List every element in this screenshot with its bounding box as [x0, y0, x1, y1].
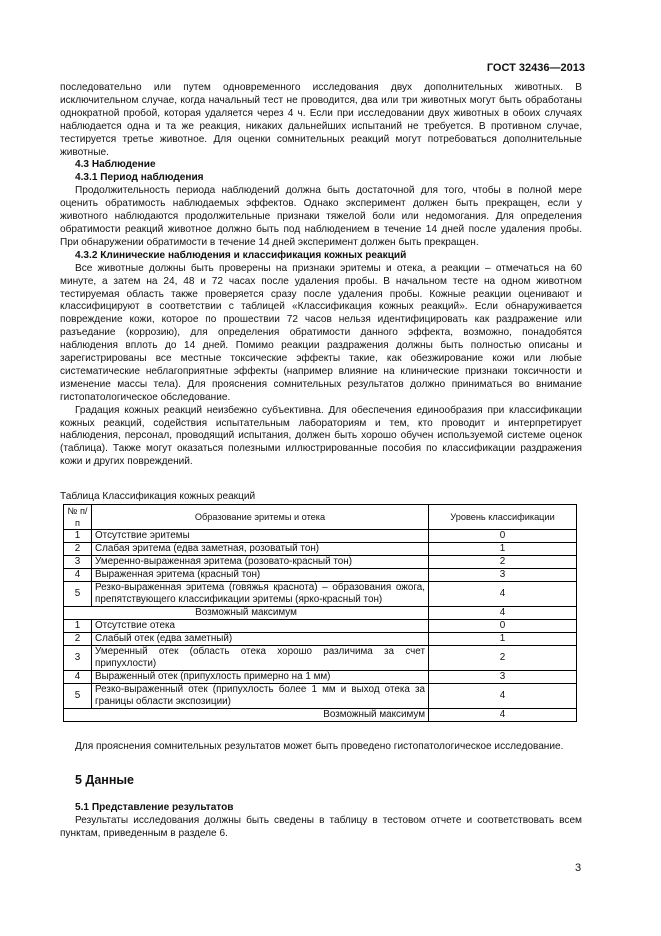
row-level: 2: [429, 556, 577, 569]
row-level: 3: [429, 569, 577, 582]
table-max-row: [64, 607, 577, 620]
subsection-heading-4-3-1: 4.3.1 Период наблюдения: [75, 172, 204, 184]
page-number: 3: [575, 862, 582, 874]
paragraph-clinical-observations: Все животные должны быть проверены на признаки эритемы и отека, а реакции – отмечаться на 60 минуте, а затем на 24, 48 и 72 часах после удаления пробы. В начальном тесте на одном животном тестируемая область также проверяется сразу после удаления пробы. Кожные реакции оценивают и классифицируют в соответствии с таблицей «Классификация кожных реакций». Если обнаруживается повреждение кожи, которое по прошествии 72 часов нельзя идентифицировать как раздражение или разъедание (коррозию), для определения обратимости данного эффекта, возможно, понадобятся наблюдения вплоть до 14 дней. Помимо реакции раздражения должны быть полностью описаны и зарегистрированы все местные токсические эффекты такие, как обезжирование кожи или любые систематические неблагоприятные эффекты (например влияние на клинические признаки токсичности и изменение массы тела). Для прояснения сомнительных результатов должно приниматься во внимание гистопатологическое обследование.: [60, 262, 582, 403]
header-number: № п/п: [64, 505, 92, 530]
table-row: [64, 556, 577, 569]
skin-reaction-table: [63, 504, 577, 722]
table-row: [64, 620, 577, 633]
row-number: 4: [64, 569, 92, 582]
row-number: 3: [64, 556, 92, 569]
row-description: Выраженный отек (припухлость примерно на 1 мм): [92, 671, 429, 684]
header-description: Образование эритемы и отека: [92, 505, 429, 530]
document-id: ГОСТ 32436—2013: [486, 62, 585, 74]
table-row: [64, 569, 577, 582]
row-description: Резко-выраженный отек (припухлость более 1 мм и выход отека за границы области экспозиции): [92, 684, 429, 709]
row-description: Умеренный отек (область отека хорошо различима за счет припухлости): [92, 646, 429, 671]
table-row: [64, 582, 577, 607]
row-number: 1: [64, 620, 92, 633]
row-level: 0: [429, 530, 577, 543]
max-level: 4: [429, 607, 577, 620]
table-row: [64, 646, 577, 671]
row-level: 1: [429, 633, 577, 646]
paragraph-grading: Градация кожных реакций неизбежно субъективна. Для обеспечения единообразия при классификации кожных реакций, содействия испытательным лабораториям и тем, кто проводит и интерпретирует наблюдения, персонал, проводящий испытания, должен быть хорошо обучен используемой системе оценок (таблица). Также могут оказаться полезными иллюстрированные пособия по классификации раздражения кожи и других повреждений.: [60, 404, 582, 468]
subsection-heading-4-3-2: 4.3.2 Клинические наблюдения и классификация кожных реакций: [75, 249, 407, 261]
paragraph-observation-period: Продолжительность периода наблюдений должна быть достаточной для того, чтобы в полной мере оценить обратимость наблюдаемых эффектов. Однако эксперимент должен быть прекращен, если у животного наблюдаются продолжительные признаки тяжелой боли или недомогания. Для определения обратимости реакций животное должно быть под наблюдением в течение 14 дней после удаления пробы. При обнаружении обратимости в течение 14 дней эксперимент должен быть прекращен.: [60, 185, 582, 248]
table-row: [64, 530, 577, 543]
section-heading-5: 5 Данные: [75, 773, 135, 787]
table-row: [64, 684, 577, 709]
row-level: 4: [429, 684, 577, 709]
table-row: [64, 543, 577, 556]
section-heading-4-3: 4.3 Наблюдение: [75, 159, 156, 171]
row-description: Отсутствие эритемы: [92, 530, 429, 543]
page-content: [60, 82, 582, 841]
row-number: 2: [64, 543, 92, 556]
max-label: Возможный максимум: [64, 709, 429, 722]
max-label: Возможный максимум: [64, 607, 429, 620]
paragraph-continuation: последовательно или путем одновременного исследования двух дополнительных животных. В исключительном случае, когда начальный тест не проводится, два или три животных могут быть обработаны однократной пробой, которая удаляется через 4 ч. Если при исследовании двух животных в обоих случаях наблюдается одна и та же реакция, никаких дальнейших испытаний не требуется. В противном случае, тестируется третье животное. Для оценки сомнительных реакций могут потребоваться дополнительные животные.: [60, 82, 582, 158]
max-level: 4: [429, 709, 577, 722]
paragraph-histopathology: Для прояснения сомнительных результатов может быть проведено гистопатологическое исследование.: [75, 741, 564, 753]
table-max-row: [64, 709, 577, 722]
row-number: 1: [64, 530, 92, 543]
row-description: Слабый отек (едва заметный): [92, 633, 429, 646]
row-number: 3: [64, 646, 92, 671]
table-caption: Таблица Классификация кожных реакций: [60, 491, 256, 503]
row-number: 2: [64, 633, 92, 646]
table-header-row: [64, 505, 577, 530]
row-level: 4: [429, 582, 577, 607]
row-level: 0: [429, 620, 577, 633]
row-number: 5: [64, 684, 92, 709]
table-row: [64, 633, 577, 646]
row-description: Резко-выраженная эритема (говяжья краснота) – образования ожога, препятствующего классификации эритемы (ярко-красный тон): [92, 582, 429, 607]
row-description: Слабая эритема (едва заметная, розоватый тон): [92, 543, 429, 556]
row-description: Выраженная эритема (красный тон): [92, 569, 429, 582]
row-level: 2: [429, 646, 577, 671]
header-level: Уровень классификации: [429, 505, 577, 530]
subsection-heading-5-1: 5.1 Представление результатов: [75, 801, 234, 813]
row-description: Отсутствие отека: [92, 620, 429, 633]
paragraph-results: Результаты исследования должны быть сведены в таблицу в тестовом отчете и соответствовать всем пунктам, приведенным в разделе 6.: [60, 814, 582, 839]
table-row: [64, 671, 577, 684]
row-description: Умеренно-выраженная эритема (розовато-красный тон): [92, 556, 429, 569]
row-level: 3: [429, 671, 577, 684]
row-number: 4: [64, 671, 92, 684]
row-number: 5: [64, 582, 92, 607]
row-level: 1: [429, 543, 577, 556]
